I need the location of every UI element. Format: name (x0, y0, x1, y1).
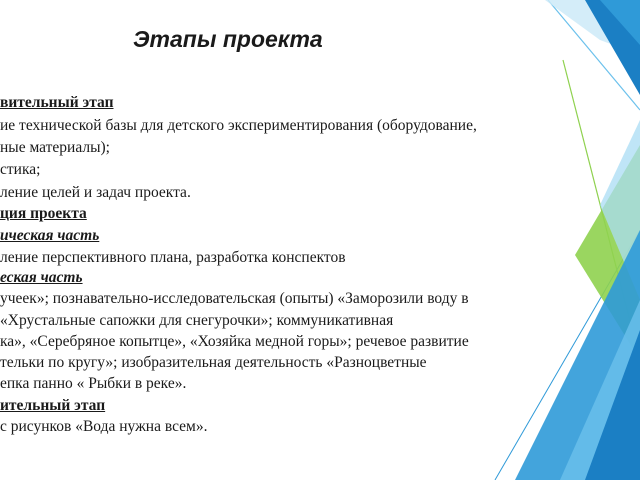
list-item: ные материалы); (0, 139, 110, 156)
list-item: «Хрустальные сапожки для снегурочки»; коммуникативная (0, 312, 394, 329)
list-item: стика; (0, 161, 41, 178)
list-item: ление перспективного плана, разработка конспектов (0, 249, 346, 266)
stage-heading: ительный этап (0, 397, 106, 414)
list-item: ка», «Серебряное копытце», «Хозяйка медной горы»; речевое развитие (0, 333, 469, 350)
list-item: епка панно « Рыбки в реке». (0, 375, 187, 392)
list-item: тельки по кругу»; изобразительная деятельность «Разноцветные (0, 354, 427, 371)
list-item: с рисунков «Вода нужна всем». (0, 418, 208, 435)
list-item: учеек»; познавательно-исследовательская (опыты) «Заморозили воду в (0, 290, 469, 307)
list-item: ление целей и задач проекта. (0, 184, 191, 201)
stage-heading: вительный этап (0, 94, 114, 111)
subsection-heading: ическая часть (0, 227, 100, 244)
list-item: ие технической базы для детского экспериментирования (оборудование, (0, 117, 477, 134)
stage-heading: ция проекта (0, 205, 87, 222)
slide-title: Этапы проекта (133, 26, 323, 52)
subsection-heading: еская часть (0, 269, 83, 286)
